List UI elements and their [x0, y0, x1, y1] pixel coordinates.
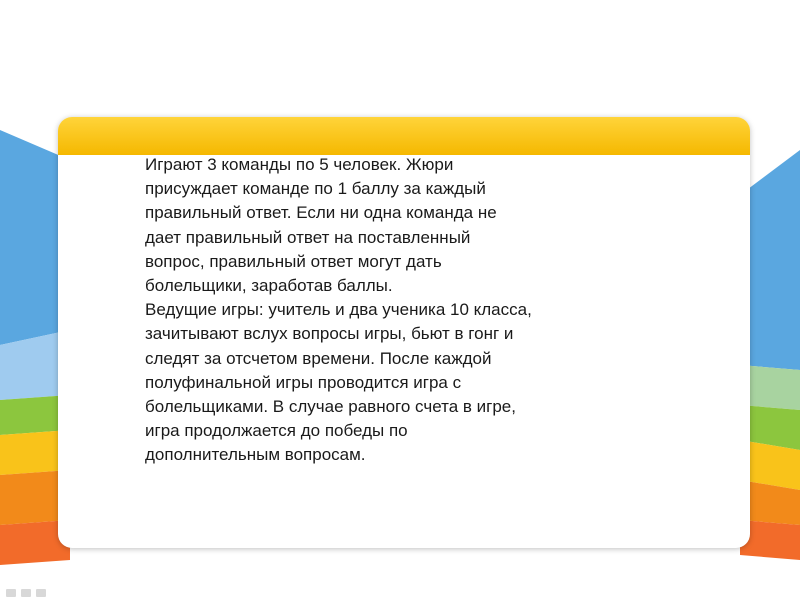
slide-show-controls[interactable] [6, 584, 66, 596]
slide-menu-icon[interactable] [21, 589, 31, 597]
next-slide-icon[interactable] [36, 589, 46, 597]
card-header-bar [58, 117, 750, 155]
slide-text-block [145, 153, 615, 468]
previous-slide-icon[interactable] [6, 589, 16, 597]
slide-paragraph-rules: Играют 3 команды по 5 человек. Жюри присуждает команде по 1 баллу за каждый правильный ответ. Если ни одна команда не дает правильный ответ на поставленный вопрос, правильный ответ могут дать болельщики, заработав баллы. [145, 155, 497, 296]
slide-paragraph-hosts: Ведущие игры: учитель и два ученика 10 класса, зачитывают вслух вопросы игры, бьют в гонг и следят за отсчетом времени. После каждой полуфинальной игры проводится игра с болельщиками. В случае равного счета в игре, игра продолжается до победы по дополнительным вопросам. [145, 300, 532, 465]
